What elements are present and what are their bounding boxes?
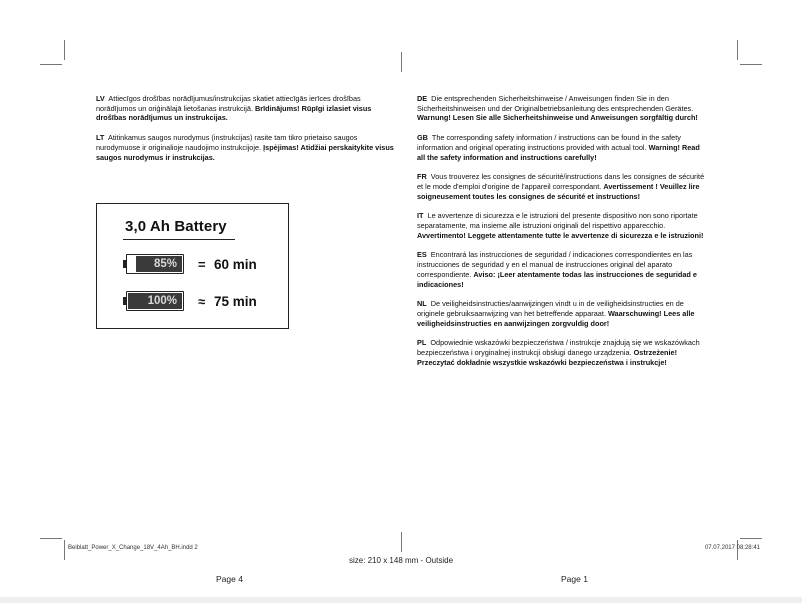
language-code: ES [417,250,427,260]
safety-warning: Waarschuwing! Lees alle veiligheidsinstructies en aanwijzingen zorgvuldig door! [417,308,695,328]
approx-symbol: ≈ [198,294,206,309]
safety-paragraph-nl [417,299,705,328]
safety-paragraph-it [417,211,705,240]
safety-paragraph-lv [96,94,394,123]
safety-text: The corresponding safety information / instructions can be found in the safety information and original operating instructions provided with actual tool. [417,133,681,152]
title-underline [123,239,235,240]
battery-icon [123,291,184,311]
safety-text: Atitinkamus saugos nurodymus (instrukcijas) rasite tam tikro prietaiso saugos nurodymuose ir originalioje naudojimo instrukcijoje. [96,133,358,152]
safety-warning: Ostrzeżenie! Przeczytać dokładnie wszystkie wskazówki bezpieczeństwa i instrukcje! [417,348,677,367]
language-code: IT [417,211,424,221]
battery-info-box [96,203,289,329]
safety-text: Vous trouverez les consignes de sécurité/instructions dans les consignes de sécurité et le mode d'emploi d'origine de l'appareil correspondant. [417,172,705,191]
language-code: FR [417,172,427,182]
footer-file-name: Beiblatt_Power_X_Change_18V_4Ah_BH.indd 2 [68,545,198,551]
safety-paragraph-de [417,94,705,123]
footer-date: 07.07.2017 08:28:41 [704,545,760,551]
safety-warning: Warnung! Lesen Sie alle Sicherheitshinweise und Anweisungen sorgfältig durch! [417,113,698,123]
safety-paragraph-gb [417,133,705,162]
safety-paragraph-lt [96,133,394,162]
safety-warning: Warning! Read all the safety information and instructions carefully! [417,142,700,162]
safety-warning: Avvertimento! Leggete attentamente tutte le avvertenze di sicurezza e le istruzioni! [417,230,704,240]
safety-text: Encontrará las instrucciones de seguridad / indicaciones correspondientes en las instrucciones de seguridad y en el manual de instrucciones original del aparato correspondiente. [417,250,693,279]
battery-percent: 85% [153,258,177,270]
safety-text: Attiecīgos drošības norādījumus/instrukcijas skatiet attiecīgās ierīces drošības norādījumos un oriģinālajā lietošanas instrukcijā. [96,94,361,113]
safety-paragraph-es [417,250,705,289]
charge-time: 60 min [214,257,257,272]
crop-mark [64,40,65,60]
bottom-strip [0,597,802,603]
safety-text: Le avvertenze di sicurezza e le istruzioni del presente dispositivo non sono riportate separatamente, ma insieme alle istruzioni originali del rispettivo apparecchio. [417,211,698,231]
safety-paragraph-fr [417,172,705,201]
language-code: LT [96,133,105,143]
crop-mark [40,64,62,65]
safety-text: De veiligheidsinstructies/aanwijzingen vindt u in de veiligheidsinstructies en de originele gebruiksaanwijzing van het betreffende apparaat. [417,299,684,318]
language-code: LV [96,94,105,103]
safety-warning: Aviso: ¡Leer atentamente todas las instrucciones de seguridad e indicaciones! [417,269,697,289]
right-text-column [417,94,705,377]
battery-icon [123,254,184,274]
crop-mark [40,538,62,539]
safety-text: Odpowiednie wskazówki bezpieczeństwa / instrukcje znajdują się we wskazówkach bezpieczeństwa i oryginalnej instrukcji obsługi danego urządzenia. [417,338,700,358]
safety-text: Die entsprechenden Sicherheitshinweise / Anweisungen finden Sie in den Sicherheitshinweisen und der Originalbetriebsanleitung des entsprechenden Gerätes. [417,94,694,113]
battery-title: 3,0 Ah Battery [125,218,227,235]
safety-warning: Brīdinājums! Rūpīgi izlasiet visus drošības norādījumus un instrukcijas. [96,103,372,123]
document-size: size: 210 x 148 mm - Outside [348,556,454,565]
safety-warning: Įspėjimas! Atidžiai perskaitykite visus saugos nurodymus ir instrukcijas. [96,142,394,162]
language-code: DE [417,94,428,103]
language-code: GB [417,133,428,143]
page-label-left: Page 4 [216,574,243,584]
crop-mark [740,538,762,539]
language-code: NL [417,299,427,309]
crop-mark [740,64,762,65]
equals-symbol: = [198,257,206,272]
safety-paragraph-pl [417,338,705,367]
safety-warning: Avertissement ! Veuillez lire soigneusement toutes les consignes de sécurité et instructions! [417,181,700,201]
crop-mark [401,532,402,552]
left-text-column [96,94,394,172]
charge-time: 75 min [214,294,257,309]
crop-mark [401,52,402,72]
language-code: PL [417,338,427,348]
page-label-right: Page 1 [561,574,588,584]
crop-mark [737,40,738,60]
battery-percent: 100% [147,295,177,307]
